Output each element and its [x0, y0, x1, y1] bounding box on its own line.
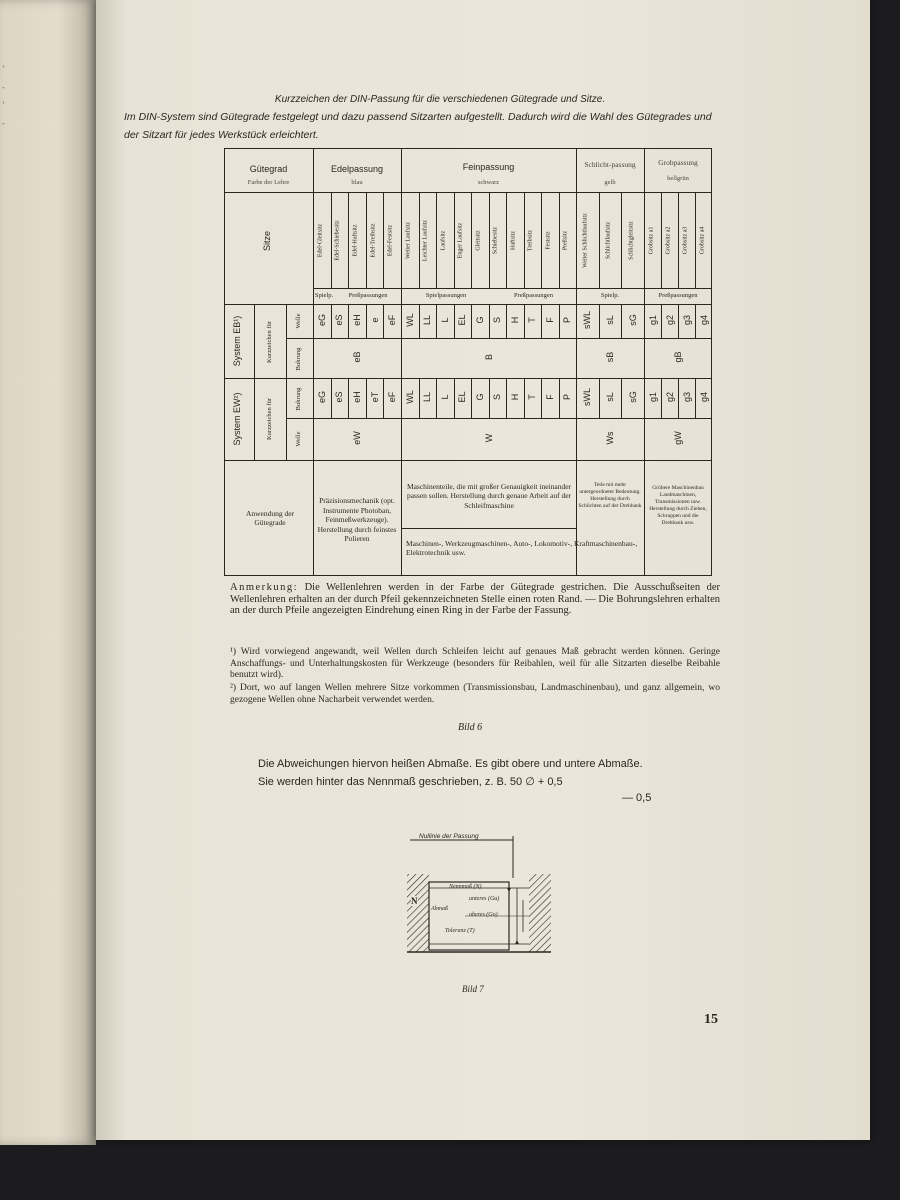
- table-rule: [471, 378, 472, 418]
- table-rule: [661, 304, 662, 338]
- fit-code: F: [544, 394, 555, 400]
- table-rule: [678, 192, 679, 288]
- body-line-1: Die Abweichungen hiervon heißen Abmaße. Es gibt obere und untere Abmaße.: [258, 758, 643, 770]
- sitz-label: Grobsitz a3: [682, 226, 688, 255]
- table-rule: [454, 304, 455, 338]
- fit-code: g1: [647, 392, 658, 403]
- passung-label: Spielp.: [600, 292, 620, 299]
- table-rule: [313, 338, 711, 339]
- fit-code: WL: [404, 313, 415, 327]
- nennmass-label: Nennmaß (N): [449, 884, 482, 890]
- tolerance-diagram: [405, 828, 555, 956]
- sitz-label: Enger Laufsitz: [457, 222, 464, 259]
- fit-code: eS: [334, 391, 345, 403]
- fit-code: eH: [352, 314, 362, 326]
- group-grob-name: Grobpassung: [658, 158, 698, 167]
- footnote-1: ¹) Wird vorwiegend angewandt, weil Wellen durch Schleifen leicht auf genaues Maß gebracht werden können. Geringe Anschaffungs- und Unterhaltungskosten für Werkzeuge (besonders für Reibahlen, weil für alle Sitzarten dieselbe Reibahle benutzt wird).: [230, 647, 720, 680]
- table-rule: [621, 378, 622, 418]
- fit-code: e: [369, 317, 380, 323]
- table-rule: [559, 378, 560, 418]
- n-mark: N: [411, 896, 418, 906]
- fit-code: F: [544, 317, 555, 323]
- fit-code-group: eB: [352, 351, 362, 363]
- fit-code: g4: [698, 392, 709, 403]
- table-rule: [471, 192, 472, 288]
- fit-code: g1: [647, 315, 658, 326]
- sitz-label: Laufsitz: [440, 230, 447, 251]
- table-rule: [383, 192, 384, 288]
- fit-code: H: [509, 316, 520, 324]
- sitz-label: Schiebesitz: [492, 226, 499, 255]
- table-rule: [695, 192, 696, 288]
- table-rule: [576, 148, 577, 576]
- passung-label: Spielp.: [314, 292, 334, 299]
- unteres-label: unteres (Gu): [469, 896, 500, 902]
- sitz-label: Grobsitz a2: [665, 226, 671, 255]
- table-rule: [331, 304, 332, 338]
- sitz-label: Grobsitz a1: [648, 226, 654, 255]
- sitz-label: Schlichtgleitsitz: [628, 221, 635, 260]
- fit-code: T: [527, 317, 538, 323]
- intro-text: Im DIN-System sind Gütegrade festgelegt und dazu passend Sitzarten aufgestellt. Dadurch wird die Wahl des Gütegrades und der Sitzart für jedes Werkstück erleichtert.: [124, 111, 712, 141]
- fit-code: g3: [681, 315, 692, 326]
- din-fit-table: [224, 148, 712, 576]
- table-rule: [524, 192, 525, 288]
- fit-code: P: [562, 317, 573, 324]
- bild-7-caption: Bild 7: [462, 984, 484, 994]
- bohrung-label: Bohrung: [295, 347, 302, 371]
- table-rule: [678, 378, 679, 418]
- sitz-label: Treibsitz: [527, 229, 534, 252]
- kurzzeichen-label: Kurzzeichen für: [266, 397, 273, 441]
- table-rule: [401, 528, 576, 529]
- table-rule: [383, 378, 384, 418]
- table-rule: [419, 378, 420, 418]
- table-rule: [313, 418, 711, 419]
- fit-code: EL: [457, 391, 468, 403]
- welle-label: Welle: [295, 313, 302, 329]
- passung-label: Preßpassungen: [658, 292, 698, 299]
- fit-code: g4: [698, 315, 709, 326]
- fit-code: sL: [605, 392, 615, 402]
- table-rule: [313, 148, 314, 576]
- table-rule: [661, 192, 662, 288]
- left-page: [0, 0, 96, 1145]
- table-rule: [224, 192, 712, 193]
- table-rule: [454, 192, 455, 288]
- table-rule: [695, 378, 696, 418]
- fit-code: P: [562, 394, 573, 401]
- table-rule: [471, 304, 472, 338]
- passung-label: Spielpassungen: [425, 292, 467, 299]
- table-rule: [224, 460, 712, 461]
- abmass-label: Abmaß: [431, 906, 448, 912]
- fit-code: WL: [404, 390, 415, 404]
- sitz-label: Haftsitz: [510, 231, 517, 250]
- anmerkung-text: Die Wellenlehren werden in der Farbe der Gütegrade gestrichen. Die Ausschußseiten der Wellenlehren erhalten an der durch Pfeil gekennzeichneten Stelle einen roten Rand. — Die Bohrungslehren erhalten an der durch Pfeile angezeigten Eindrehung einen Ring in der Farbe der Fassung.: [230, 582, 721, 616]
- table-rule: [599, 192, 600, 288]
- group-schlicht-color: gelb: [604, 179, 616, 186]
- table-rule: [524, 304, 525, 338]
- anwendung-schlicht: Teile mit mehr untergeordneter Bedeutung. Herstellung durch Schlichten auf der Drehbank: [578, 482, 642, 509]
- tolerance-diagram-svg: [405, 828, 555, 956]
- table-rule: [419, 304, 420, 338]
- fit-code: sG: [627, 314, 638, 326]
- fit-code-group: Ws: [605, 431, 615, 445]
- fit-code: S: [492, 394, 503, 401]
- fit-code-group: sB: [605, 351, 615, 363]
- table-rule: [621, 304, 622, 338]
- fit-code: LL: [422, 392, 433, 403]
- table-rule: [599, 378, 600, 418]
- fit-code: g2: [664, 392, 675, 403]
- group-edel-color: blau: [351, 179, 363, 186]
- table-rule: [489, 192, 490, 288]
- passung-label: Preßpassungen: [514, 292, 553, 299]
- fit-code: eG: [316, 314, 327, 327]
- fit-code: sL: [605, 315, 615, 325]
- table-rule: [621, 192, 622, 288]
- fit-code: EL: [457, 314, 468, 326]
- sitz-label: Weiter Laufsitz: [405, 222, 412, 259]
- table-rule: [541, 304, 542, 338]
- table-rule: [366, 304, 367, 338]
- page-number: 15: [704, 1012, 718, 1027]
- passung-label: Preßpassungen: [348, 292, 388, 299]
- fit-code-group: eW: [352, 431, 362, 445]
- fit-code: eH: [352, 391, 362, 403]
- welle-label: Welle: [295, 431, 302, 447]
- table-rule: [401, 148, 402, 576]
- group-edel-name: Edelpassung: [330, 164, 384, 174]
- anwendung-edel: Präzisionsmechanik (opt. Instrumente Photoban, Feinmeßwerkzeuge). Herstellung durch feinstes Polieren: [317, 496, 397, 544]
- anmerkung: [230, 582, 720, 617]
- sitz-label: Weiter Schlichtlaufsitz: [582, 213, 589, 268]
- sitz-label: Leichter Laufsitz: [422, 219, 429, 262]
- sitz-label: Edel-Haftsitz: [352, 224, 359, 257]
- anwendung-fein-2: Maschinen-, Werkzeugmaschinen-, Auto-, Lokomotiv-, Kraftmaschinenbau-, Elektrotechnik usw.: [406, 538, 638, 557]
- left-wall-hatch: [407, 874, 429, 952]
- table-rule: [383, 304, 384, 338]
- fit-code: T: [527, 394, 538, 400]
- table-rule: [454, 378, 455, 418]
- sitz-label: Grobsitz a4: [699, 226, 705, 255]
- fit-code-group: gW: [673, 431, 683, 445]
- fit-code-group: W: [483, 433, 494, 443]
- right-wall-hatch: [529, 874, 551, 952]
- table-rule: [419, 192, 420, 288]
- table-rule: [489, 378, 490, 418]
- system-ew-label: System EW²): [232, 392, 242, 446]
- anmerkung-label: Anmerkung:: [230, 582, 299, 593]
- table-rule: [286, 418, 313, 419]
- nullinie-label: Nullinie der Passung: [419, 833, 479, 840]
- group-schlicht-name: Schlicht-passung: [584, 160, 636, 169]
- table-rule: [331, 378, 332, 418]
- table-rule: [541, 378, 542, 418]
- table-rule: [661, 378, 662, 418]
- sitz-label: Edel-Schiebesitz: [334, 220, 341, 261]
- table-rule: [599, 304, 600, 338]
- fit-code: sG: [627, 391, 638, 403]
- fit-code: sWL: [582, 311, 593, 329]
- table-rule: [489, 304, 490, 338]
- fit-code-group: B: [483, 354, 494, 361]
- bohrung-label: Bohrung: [295, 387, 302, 411]
- table-rule: [348, 378, 349, 418]
- table-rule: [366, 378, 367, 418]
- fit-code: eF: [387, 314, 398, 326]
- fit-code: eS: [334, 314, 345, 326]
- fit-code: eG: [316, 391, 327, 404]
- system-eb-label: System EB¹): [232, 315, 242, 367]
- bild-6-caption: Bild 6: [458, 722, 483, 733]
- body-line-3: — 0,5: [622, 792, 652, 804]
- sitz-label: Schlichtlaufsitz: [605, 221, 612, 260]
- group-fein-name: Feinpassung: [462, 162, 515, 172]
- fit-code: sWL: [582, 388, 593, 406]
- table-rule: [695, 304, 696, 338]
- table-rule: [541, 192, 542, 288]
- table-rule: [559, 192, 560, 288]
- table-rule: [506, 192, 507, 288]
- table-rule: [559, 304, 560, 338]
- table-rule: [524, 378, 525, 418]
- oberes-label: oberes (Go): [469, 912, 498, 918]
- table-rule: [436, 304, 437, 338]
- fit-code: H: [509, 393, 520, 401]
- table-rule: [436, 192, 437, 288]
- table-caption: Kurzzeichen der DIN-Passung für die verschiedenen Gütegrade und Sitze.: [274, 94, 606, 105]
- table-rule: [348, 192, 349, 288]
- table-rule: [286, 304, 287, 460]
- sitz-label: Edel-Gleitsitz: [317, 223, 324, 258]
- fit-code: eF: [387, 391, 398, 403]
- table-rule: [506, 304, 507, 338]
- sitz-label: Gleitsitz: [475, 230, 482, 251]
- fit-code: LL: [422, 315, 433, 326]
- anwendung-fein: Maschinenteile, die mit großer Genauigkeit ineinander passen sollen. Herstellung durch genaue Arbeit auf der Schleifmaschine: [406, 481, 572, 510]
- fit-code: G: [474, 393, 485, 401]
- sitz-label: Edel-Treibsitz: [370, 223, 377, 258]
- header-farbe: Farbe der Lehre: [247, 179, 290, 186]
- fit-code: S: [492, 317, 503, 324]
- group-grob-color: hellgrün: [667, 175, 689, 182]
- table-rule: [286, 338, 313, 339]
- left-page-margin-marks: ʼ - ʼ -: [2, 64, 5, 128]
- table-rule: [331, 192, 332, 288]
- table-rule: [254, 304, 255, 460]
- toleranz-label: Toleranz (T): [445, 928, 475, 934]
- fit-code: g3: [681, 392, 692, 403]
- fit-code: g2: [664, 315, 675, 326]
- table-rule: [348, 304, 349, 338]
- sitz-label: Festsitz: [545, 231, 552, 250]
- table-rule: [644, 148, 645, 576]
- sitze-label: Sitze: [262, 231, 272, 252]
- table-rule: [366, 192, 367, 288]
- footnote-2: ²) Dort, wo auf langen Wellen mehrere Sitze vorkommen (Transmissionsbau, Landmaschinenbau), und ganz allgemein, wo gezogene Wellen ohne Nacharbeit verwendet werden.: [230, 683, 720, 705]
- fit-code-group: gB: [673, 351, 683, 363]
- sitz-label: Edel-Festsitz: [387, 224, 394, 257]
- anwendung-label: Anwendung der Gütegrade: [245, 508, 295, 527]
- fit-code: G: [474, 316, 485, 324]
- header-guetegrad: Gütegrad: [249, 164, 288, 174]
- sitz-label: Preßsitz: [562, 230, 569, 251]
- fit-code: L: [439, 394, 450, 400]
- fit-code: L: [439, 317, 450, 323]
- table-rule: [506, 378, 507, 418]
- body-line-2: Sie werden hinter das Nennmaß geschrieben, z. B. 50 ∅ + 0,5: [258, 776, 563, 788]
- table-rule: [678, 304, 679, 338]
- group-fein-color: schwarz: [477, 179, 500, 186]
- kurzzeichen-label: Kurzzeichen für: [266, 320, 273, 364]
- anwendung-grob: Gröbere Maschinenbau Landmaschinen, Transmissionen usw. Herstellung durch Ziehen, Schruppen und die Drehbank usw.: [649, 485, 707, 526]
- table-rule: [436, 378, 437, 418]
- fit-code: eT: [369, 391, 380, 403]
